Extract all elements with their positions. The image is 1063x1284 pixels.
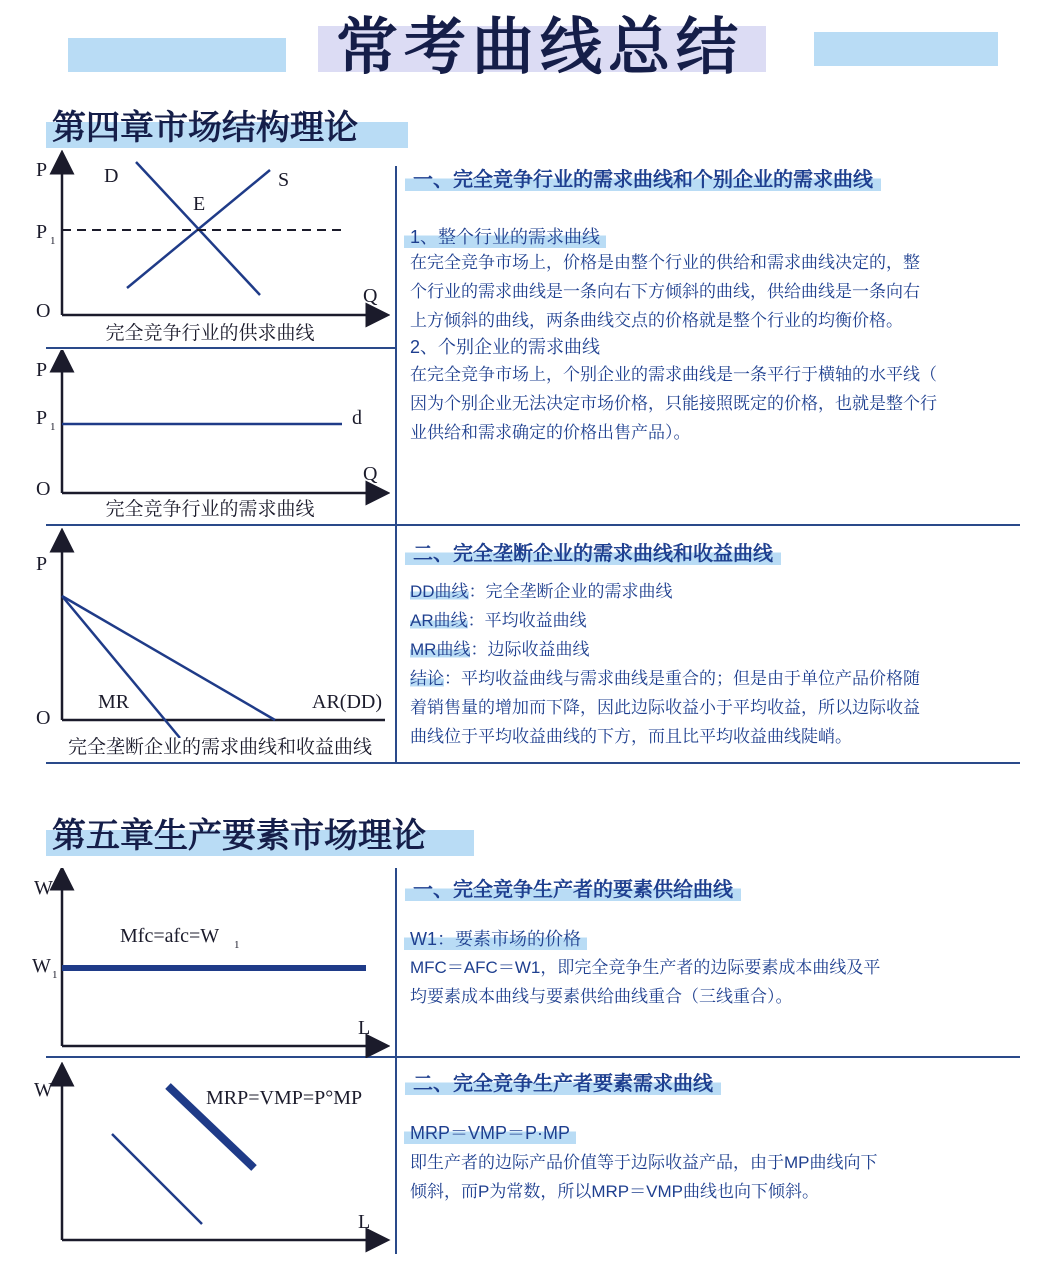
ch4-sub2-heading: 2、个别企业的需求曲线 <box>410 337 601 357</box>
label-p: P <box>36 359 48 381</box>
graph-monopoly <box>30 528 395 738</box>
mr-line <box>62 596 180 738</box>
conclusion-line-1 <box>410 664 1020 693</box>
label-p1-sub: 1 <box>50 421 56 433</box>
ch4-section1-heading: 一、完全竞争行业的需求曲线和个别企业的需求曲线 <box>405 166 881 194</box>
ch4-section2-heading: 二、完全垄断企业的需求曲线和收益曲线 <box>405 540 781 568</box>
chapter4-title: 第四章市场结构理论 <box>52 108 358 148</box>
label-l: L <box>358 1211 371 1233</box>
ch4-sub1-heading: 1、整个行业的需求曲线 <box>404 224 606 250</box>
ch5-section2-body <box>410 1148 1020 1206</box>
item-mr-key: MR曲线 <box>410 640 471 659</box>
label-mrp-eq: MRP=VMP=P°MP <box>206 1087 363 1109</box>
ch5-s2-line-2: 倾斜，而P为常数，所以MRP＝VMP曲线也向下倾斜。 <box>410 1182 819 1201</box>
label-o: O <box>36 478 51 500</box>
label-d: D <box>104 165 119 187</box>
label-q: Q <box>363 285 378 307</box>
ch4-sub1-line-1: 在完全竞争市场上，价格是由整个行业的供给和需求曲线决定的，整 <box>410 253 920 272</box>
label-q: Q <box>363 463 378 485</box>
item-ar <box>410 606 1020 635</box>
label-o: O <box>36 300 51 322</box>
label-p1: P <box>36 221 48 243</box>
ch5-section2-sub: MRP＝VMP＝P·MP <box>404 1120 576 1146</box>
chapter4-divider-vertical <box>395 166 397 764</box>
ar-dd-line <box>62 596 275 720</box>
label-mr: MR <box>98 691 130 713</box>
chapter4-divider-row2 <box>46 524 1020 526</box>
ch5-s2-line-1: 即生产者的边际产品价值等于边际收益产品，由于MP曲线向下 <box>410 1153 878 1172</box>
graph3-caption: 完全垄断企业的需求曲线和收益曲线 <box>67 737 372 758</box>
graph2-caption: 完全竞争行业的需求曲线 <box>105 499 315 520</box>
conclusion-text-1: ：平均收益曲线与需求曲线是重合的；但是由于单位产品价格随 <box>444 669 920 688</box>
title-deco-left <box>68 38 286 72</box>
label-w: W <box>34 877 53 899</box>
graph-firm-demand <box>30 350 390 510</box>
ch4-sub1-line-3: 上方倾斜的曲线，两条曲线交点的价格就是整个行业的均衡价格。 <box>410 311 903 330</box>
item-mr-text: ：边际收益曲线 <box>470 640 590 659</box>
label-e: E <box>193 193 206 215</box>
label-s: S <box>278 169 290 191</box>
label-w: W <box>34 1079 53 1101</box>
ch5-section1-heading: 一、完全竞争生产者的要素供给曲线 <box>405 876 741 904</box>
conclusion-line-3: 曲线位于平均收益曲线的下方，而且比平均收益曲线陡峭。 <box>410 727 852 746</box>
conclusion-key: 结论 <box>410 669 444 688</box>
ch4-sub2-line-2: 因为个别企业无法决定市场价格，只能接照既定的价格，也就是整个行 <box>410 394 937 413</box>
ch4-sub1-body <box>410 248 1020 335</box>
page-title: 常考曲线总结 <box>335 10 744 83</box>
label-d: d <box>352 407 362 429</box>
conclusion-line-2: 着销售量的增加而下降，因此边际收益小于平均收益，所以边际收益 <box>410 698 920 717</box>
label-w1-sub: 1 <box>52 969 58 981</box>
label-mfc-eq-sub: 1 <box>234 939 240 951</box>
ch4-sub1-line-2: 个行业的需求曲线是一条向右下方倾斜的曲线，供给曲线是一条向右 <box>410 282 920 301</box>
ch4-section2-items <box>410 577 1020 751</box>
label-p1: P <box>36 407 48 429</box>
chapter4-divider-bottom <box>46 762 1020 764</box>
label-o: O <box>36 707 51 729</box>
ch5-s1-line-1: MFC＝AFC＝W1，即完全竞争生产者的边际要素成本曲线及平 <box>410 958 881 977</box>
demand-line-lower <box>112 1134 202 1224</box>
label-ar-dd: AR(DD) <box>312 691 382 713</box>
item-ar-text: ：平均收益曲线 <box>467 611 587 630</box>
label-p: P <box>36 159 48 181</box>
item-dd-text: ：完全垄断企业的需求曲线 <box>468 582 673 601</box>
label-p1-sub: 1 <box>50 235 56 247</box>
ch5-section1-body <box>410 953 1020 1011</box>
graph-factor-demand <box>28 1062 396 1262</box>
ch5-section2-heading: 二、完全竞争生产者要素需求曲线 <box>405 1070 721 1098</box>
chapter5-title: 第五章生产要素市场理论 <box>52 816 426 856</box>
graph1-caption: 完全竞争行业的供求曲线 <box>105 323 315 344</box>
graph-supply-demand <box>30 150 390 350</box>
graph-factor-supply <box>28 868 390 1058</box>
label-mfc-eq: Mfc=afc=W <box>120 925 220 947</box>
ch5-s1-line-2: 均要素成本曲线与要素供给曲线重合（三线重合）。 <box>410 987 793 1006</box>
ch4-sub2-line-3: 业供给和需求确定的价格出售产品）。 <box>410 423 691 442</box>
label-p: P <box>36 553 48 575</box>
ch5-section1-sub: W1：要素市场的价格 <box>404 926 587 952</box>
ch4-sub2-body <box>410 360 1020 447</box>
title-deco-right <box>814 32 998 66</box>
label-l: L <box>358 1017 371 1039</box>
item-dd-key: DD曲线 <box>410 582 469 601</box>
item-mr <box>410 635 1020 664</box>
item-ar-key: AR曲线 <box>410 611 468 630</box>
ch4-sub2-line-1: 在完全竞争市场上，个别企业的需求曲线是一条平行于横轴的水平线（ <box>410 365 937 384</box>
label-w1: W <box>32 955 51 977</box>
item-dd <box>410 577 1020 606</box>
